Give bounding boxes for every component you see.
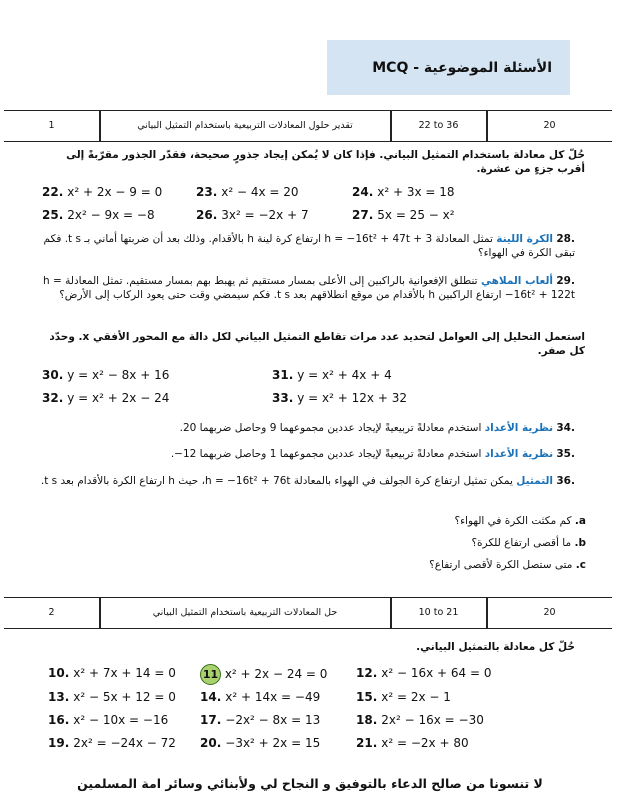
lesson-number: 2: [48, 607, 55, 618]
question-29: .29 ألعاب الملاهي تنطلق الإفعوانية بالراكبين إلى الأعلى بمسار مستقيم ثم يهبط بهم بمسار مستقيم. تمثل المعادلة h = −16t² + 122t ارتفاع الراكبين h بالأقدام من موقع انطلاقهم بعد t s. فكم سيمضي وقت حتى يعود الركاب إلى الأرض؟: [42, 275, 575, 301]
instruction-1: حُلّ كل معادلة باستخدام التمثيل البياني. فإذا كان لا يُمكن إيجاد جذورٍ صحيحة، فقدّر الجذور مقرّبةً إلى أقرب جزءٍ من عشرة.: [66, 149, 585, 175]
equation-22: 22. x² + 2x − 9 = 0: [42, 185, 163, 199]
section-header: [327, 40, 570, 95]
lesson-range: 22 to 36: [418, 120, 459, 131]
question-34: .34 نظرية الأعداد استخدم معادلةً تربيعيةً لإيجاد عددين مجموعهما 9 وحاصل ضربهما 20.: [179, 422, 575, 434]
lesson-name: تقدير حلول المعادلات التربيعية باستخدام التمثيل البياني: [137, 120, 353, 131]
equation-13: 13. x² − 5x + 12 = 0: [48, 690, 176, 704]
lesson-name: حل المعادلات التربيعية باستخدام التمثيل البياني: [152, 607, 338, 618]
equation-23: 23. x² − 4x = 20: [196, 185, 299, 199]
question-36c: c. متى ستصل الكرة لأقصى ارتفاع؟: [429, 559, 586, 571]
highlight-circle: 11: [200, 664, 221, 685]
instruction-2: استعمل التحليل إلى العوامل لتحديد عدد مرات تقاطع التمثيل البياني لكل دالة مع المحور الأفقي x. وحدّد كل صفر.: [49, 331, 585, 357]
equation-14: 14. x² + 14x = −49: [200, 690, 321, 704]
equation-27: 27. 5x = 25 − x²: [352, 208, 455, 222]
lesson-table-2: [4, 597, 612, 629]
footer-message: لا تنسونا من صالح الدعاء بالتوفيق و النجاح لي ولأبنائي وسائر امة المسلمين: [77, 776, 543, 791]
question-36: .36 التمثيل يمكن تمثيل ارتفاع كرة الجولف في الهواء بالمعادلة h = −16t² + 76t، حيث h ارتفاع الكرة بالأقدام بعد t s.: [40, 475, 575, 487]
equation-15: 15. x² = 2x − 1: [356, 690, 451, 704]
equation-30: 30. y = x² − 8x + 16: [42, 368, 170, 382]
lesson-range: 10 to 21: [418, 607, 459, 618]
lesson-table-1: [4, 110, 612, 142]
equation-25: 25. 2x² − 9x = −8: [42, 208, 155, 222]
equation-10: 10. x² + 7x + 14 = 0: [48, 666, 176, 680]
question-36a: a. كم مكثت الكرة في الهواء؟: [454, 515, 586, 527]
equation-31: 31. y = x² + 4x + 4: [272, 368, 392, 382]
equation-17: 17. −2x² − 8x = 13: [200, 713, 321, 727]
question-35: .35 نظرية الأعداد استخدم معادلةً تربيعيةً لإيجاد عددين مجموعهما 1 وحاصل ضربهما 12−.: [170, 448, 575, 460]
equation-26: 26. 3x² = −2x + 7: [196, 208, 309, 222]
question-28: .28 الكرة اللينة تمثل المعادلة h = −16t² + 47t + 3 ارتفاع كرة لينة h بالأقدام. وذلك بعد أن ضربتها أماني بـ t s. فكم تبقى الكرة في الهواء؟: [43, 233, 575, 259]
equation-24: 24. x² + 3x = 18: [352, 185, 455, 199]
lesson-count: 20: [543, 120, 556, 131]
equation-20: 20. −3x² + 2x = 15: [200, 736, 321, 750]
equation-19: 19. 2x² = −24x − 72: [48, 736, 176, 750]
equation-12: 12. x² − 16x + 64 = 0: [356, 666, 492, 680]
equation-16: 16. x² − 10x = −16: [48, 713, 169, 727]
equation-18: 18. 2x² − 16x = −30: [356, 713, 484, 727]
section-title: الأسئلة الموضوعية - MCQ: [372, 60, 552, 76]
equation-33: 33. y = x² + 12x + 32: [272, 391, 407, 405]
equation-11: 11 x² + 2x − 24 = 0: [200, 664, 327, 685]
question-36b: b. ما أقصى ارتفاع للكرة؟: [471, 537, 586, 549]
lesson-number: 1: [48, 120, 55, 131]
equation-32: 32. y = x² + 2x − 24: [42, 391, 170, 405]
instruction-3: حُلّ كل معادلة بالتمثيل البياني.: [416, 641, 575, 653]
equation-21: 21. x² = −2x + 80: [356, 736, 469, 750]
lesson-count: 20: [543, 607, 556, 618]
